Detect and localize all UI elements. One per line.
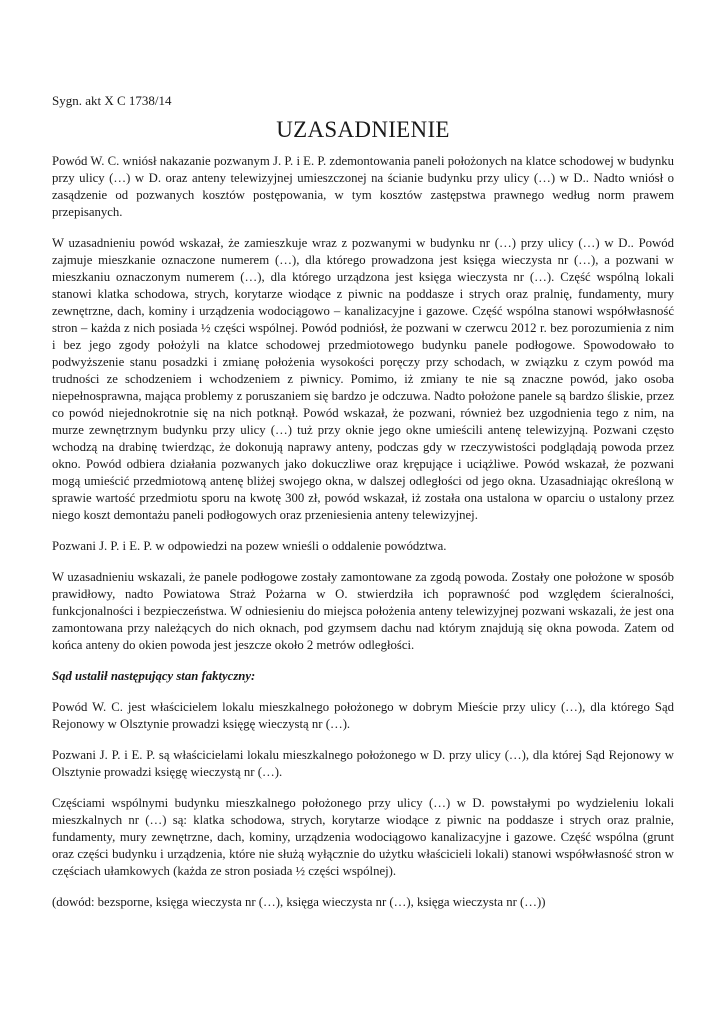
section-heading-facts: Sąd ustalił następujący stan faktyczny: (52, 669, 256, 683)
paragraph-plaintiff-justification: W uzasadnieniu powód wskazał, że zamieszkuje wraz z pozwanymi w budynku nr (…) przy ulicy (…) w D.. Powód zajmuje mieszkanie oznaczone numerem (…), dla którego prowadzona jest księga wieczysta nr (…), a pozwani w mieszkaniu oznaczonym numerem (…), dla którego urządzona jest księga wieczysta nr (…). Część wspólną lokali stanowi klatka schodowa, strych, korytarze wiodące z piwnic na poddasze i strych oraz pralnię, fundamenty, mury zewnętrzne, dach, kominy i urządzenia wodociągowo – kanalizacyjne i gazowe. Część wspólna stanowi współwłasność stron – każda z nich posiada ½ części wspólnej. Powód podniósł, że pozwani w czerwcu 2012 r. bez porozumienia z nim i bez jego zgody położyli na klatce schodowej przedmiotowego budynku panele podłogowe. Spowodowało to podwyższenie stanu posadzki i zmianę położenia wysokości poręczy przy schodach, w związku z czym powód ma trudności ze schodzeniem i wchodzeniem z piwnicy. Pomimo, iż zmiany te nie są znaczne powód, jako osoba niepełnosprawna, mająca problemy z poruszaniem się bardzo je odczuwa. Nadto położone panele są bardzo śliskie, przez co powód niejednokrotnie się na nich potknął. Powód wskazał, że pozwani, również bez uzgodnienia tego z nim, na murze zewnętrznym budynku przy ulicy (…) tuż przy oknie jego okne umieścili antenę telewizyjną. Pozwani często wchodzą na drabinę twierdząc, że dokonują naprawy anteny, podczas gdy w rzeczywistości podglądają powoda przez okno. Powód odbiera działania pozwanych jako dokuczliwe oraz krępujące i uciążliwe. Powód wskazał, że pozwani mogą umieścić przedmiotową antenę bliżej swojego okna, w dalszej odległości od jego okna. Uzasadniając określoną w sprawie wartość przedmiotu sporu na kwotę 300 zł, powód wskazał, iż została ona ustalona w oparciu o ustalony przez niego koszt demontażu paneli podłogowych oraz przeniesienia anteny telewizyjnej. (52, 236, 674, 522)
document-title: UZASADNIENIE (276, 117, 450, 142)
paragraph-finding-common-parts: Częściami wspólnymi budynku mieszkalnego położonego przy ulicy (…) w D. powstałymi po wydzieleniu lokali mieszkalnych nr (…) są: klatka schodowa, strych, korytarze wiodące z piwnic na poddasze i strych oraz pralnie, fundamenty, mury zewnętrzne, dach, kominy, urządzenia wodociągowo kanalizacyjne i gazowe. Część wspólna (grunt oraz części budynku i urządzenia, które nie służą wyłącznie do użytku właścicieli lokali) stanowi współwłasność stron w częściach ułamkowych (każda ze stron posiada ½ części wspólnej). (52, 796, 674, 878)
paragraph-defendants-response: Pozwani J. P. i E. P. w odpowiedzi na pozew wnieśli o oddalenie powództwa. (52, 539, 447, 553)
paragraph-finding-plaintiff-ownership: Powód W. C. jest właścicielem lokalu mieszkalnego położonego w dobrym Mieście przy ulicy (…), dla którego Sąd Rejonowy w Olsztynie prowadzi księgę wieczystą nr (…). (52, 700, 674, 731)
case-signature: Sygn. akt X C 1738/14 (52, 93, 172, 108)
paragraph-claim: Powód W. C. wniósł nakazanie pozwanym J. P. i E. P. zdemontowania paneli położonych na klatce schodowej w budynku przy ulicy (…) w D. oraz anteny telewizyjnej umieszczonej na ścianie budynku przy ulicy (…) w D.. Nadto wniósł o zasądzenie od pozwanych kosztów postępowania, w tym kosztów zastępstwa prawnego według norm prawem przepisanych. (52, 154, 674, 219)
paragraph-finding-defendants-ownership: Pozwani J. P. i E. P. są właścicielami lokalu mieszkalnego położonego w D. przy ulicy (…), dla której Sąd Rejonowy w Olsztynie prowadzi księgę wieczystą nr (…). (52, 748, 674, 779)
paragraph-defendants-justification: W uzasadnieniu wskazali, że panele podłogowe zostały zamontowane za zgodą powoda. Zostały one położone w sposób prawidłowy, nadto Powiatowa Straż Pożarna w O. stwierdziła ich poprawność pod względem ścieralności, funkcjonalności i bezpieczeństwa. W odniesieniu do miejsca położenia anteny telewizyjnej pozwani wskazali, że jest ona zamontowana przy należących do nich oknach, pod gzymsem dachu nad którym znajdują się okna powoda. Zatem od końca anteny do okien powoda jest jeszcze około 2 metrów odległości. (52, 570, 674, 652)
document-page (52, 92, 674, 925)
paragraph-evidence: (dowód: bezsporne, księga wieczysta nr (…), księga wieczysta nr (…), księga wieczysta nr (…)) (52, 895, 546, 909)
